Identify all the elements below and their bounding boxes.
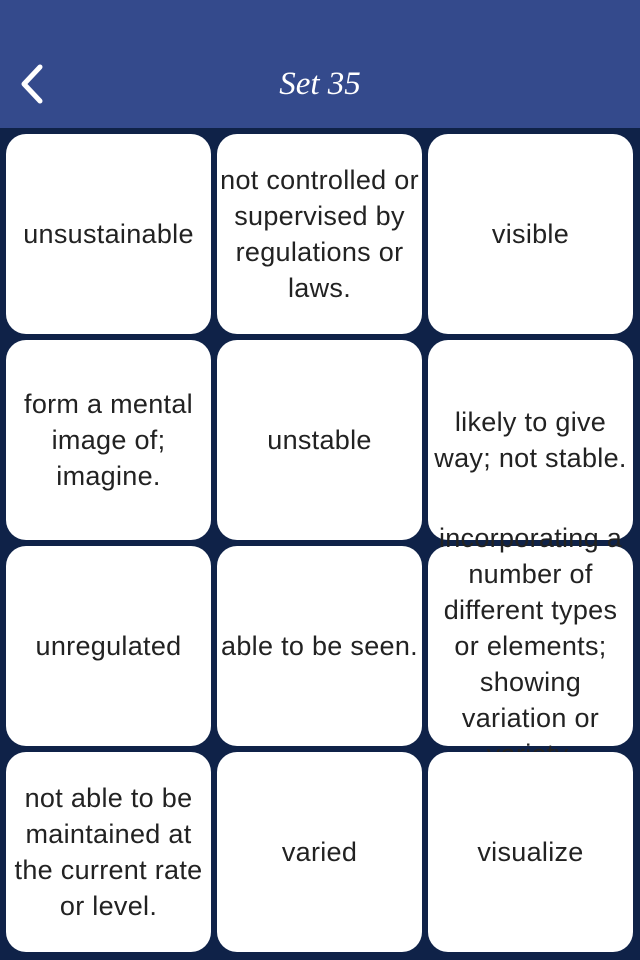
card-text: unregulated <box>35 631 182 661</box>
match-card[interactable] <box>428 752 633 952</box>
card-text: visible <box>491 219 570 249</box>
match-card[interactable] <box>428 134 633 334</box>
card-text: form a mental image of; imagine. <box>24 389 193 491</box>
card-text: unsustainable <box>23 219 194 249</box>
page-title: Set 35 <box>279 66 361 102</box>
card-text: likely to give way; not stable. <box>434 407 627 473</box>
match-card[interactable] <box>217 134 422 334</box>
card-text: not controlled or supervised by regulations or laws. <box>220 165 419 303</box>
match-card[interactable] <box>6 546 211 746</box>
card-grid <box>6 134 634 952</box>
match-card[interactable] <box>428 340 633 540</box>
match-card[interactable] <box>428 523 633 746</box>
match-card[interactable] <box>217 752 422 952</box>
card-text: not able to be maintained at the current rate or level. <box>14 783 203 921</box>
navigation-bar <box>0 0 640 128</box>
match-card[interactable] <box>6 340 211 540</box>
match-card[interactable] <box>6 134 211 334</box>
card-text: visualize <box>477 837 584 867</box>
match-card[interactable] <box>6 752 211 952</box>
card-text: varied <box>281 837 358 867</box>
match-card[interactable] <box>217 340 422 540</box>
match-card[interactable] <box>217 546 422 746</box>
card-text: incorporating a number of different types or elements; showing variation or <box>438 523 623 733</box>
card-text: able to be seen. <box>221 631 418 661</box>
card-text: unstable <box>267 425 372 455</box>
